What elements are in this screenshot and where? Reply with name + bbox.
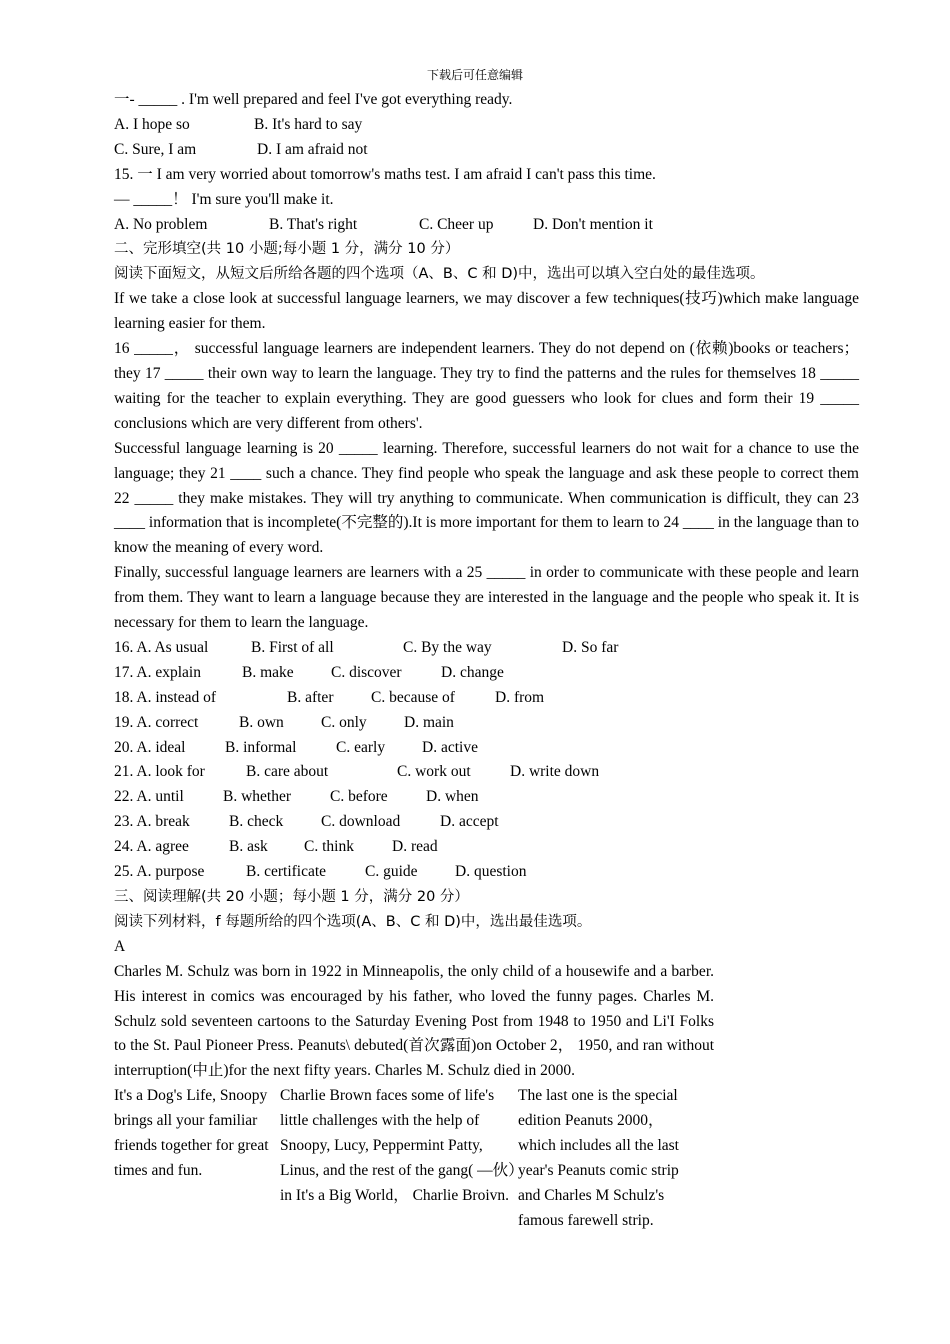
section-3-instruction: 阅读下列材料，f 每题所给的四个选项(A、B、C 和 D)中，选出最佳选项。 bbox=[114, 913, 592, 930]
option-d: D. read bbox=[392, 838, 438, 856]
option-a: 16. A. As usual bbox=[114, 638, 209, 656]
option-a: 25. A. purpose bbox=[114, 863, 205, 881]
option-d: D. change bbox=[441, 663, 504, 681]
cloze-options-16 bbox=[114, 636, 859, 661]
question-15-stem: 15. 一 I am very worried about tomorrow's maths test. I am afraid I can't pass this time. bbox=[114, 165, 656, 183]
option-a: A. I hope so bbox=[114, 115, 190, 133]
option-c: C. early bbox=[336, 738, 386, 756]
option-d: D. accept bbox=[440, 813, 499, 831]
option-b: B. make bbox=[242, 663, 294, 681]
book-description-3: The last one is the special edition Peanuts 2000，which includes all the last year's Peanuts comic strip and Charles M Schulz's famous farewell strip. bbox=[518, 1087, 679, 1229]
cloze-paragraph-1: If we take a close look at successful language learners, we may discover a few techniques(技巧)which make language learning easier for them. bbox=[114, 290, 859, 333]
option-c: C. Sure, I am bbox=[114, 140, 197, 158]
passage-a-bio: Charles M. Schulz was born in 1922 in Minneapolis, the only child of a housewife and a barber. His interest in comics was encouraged by his father, who loved the funny pages. Charles M. Schulz sold seventeen cartoons to the Saturday Evening Post from 1948 to 1950 and Li'I Folks to the St. Paul Pioneer Press. Peanuts\ debuted(首次露面)on October 2， 1950, and ran without interruption(中止)for the next fifty years. Charles M. Schulz died in 2000. bbox=[114, 962, 714, 1080]
option-b: B. ask bbox=[229, 838, 268, 856]
option-c: C. download bbox=[321, 813, 401, 831]
option-c: C. think bbox=[304, 838, 354, 856]
option-d: D. I am afraid not bbox=[257, 140, 368, 158]
cloze-options-23 bbox=[114, 810, 859, 835]
cloze-options-25 bbox=[114, 860, 859, 885]
question-15-options bbox=[114, 213, 859, 238]
option-a: 23. A. break bbox=[114, 813, 190, 831]
option-b: B. after bbox=[287, 688, 334, 706]
cloze-options-24 bbox=[114, 835, 859, 860]
option-d: D. from bbox=[495, 688, 545, 706]
option-b: B. certificate bbox=[246, 863, 327, 881]
passage-a-columns bbox=[114, 1084, 859, 1233]
option-d: D. write down bbox=[510, 763, 600, 781]
option-c: C. discover bbox=[331, 663, 402, 681]
option-d: D. main bbox=[404, 713, 454, 731]
option-c: C. because of bbox=[371, 688, 455, 706]
option-b: B. own bbox=[239, 713, 284, 731]
option-a: 22. A. until bbox=[114, 788, 184, 806]
section-3-title: 三、阅读理解(共 20 小题；每小题 1 分，满分 20 分） bbox=[114, 889, 469, 905]
question-14-options-row-1 bbox=[114, 113, 859, 138]
cloze-options-21 bbox=[114, 760, 859, 785]
option-d: D. question bbox=[455, 863, 527, 881]
option-c: C. only bbox=[321, 713, 367, 731]
cloze-paragraph-4: Finally, successful language learners are learners with a 25 _____ in order to communicate with these people and learn from them. They want to learn a language because they are interested in the language and the people who speak it. It is necessary for them to learn the language. bbox=[114, 564, 859, 632]
option-b: B. care about bbox=[246, 763, 329, 781]
option-b: B. That's right bbox=[269, 215, 358, 233]
section-2-instruction: 阅读下面短文，从短文后所给各题的四个选项（A、B、C 和 D)中，选出可以填入空白处的最佳选项。 bbox=[114, 266, 765, 283]
cloze-paragraph-3: Successful language learning is 20 _____ learning. Therefore, successful learners do not wait for a chance to use the language; they 21 ____ such a chance. They find people who speak the language and ask these people to correct them 22 _____ they make mistakes. They will try anything to communicate. When communication is difficult, they can 23 ____ information that is incomplete(不完整的).It is more important for them to learn to 24 ____ in the language than to know the meaning of every word. bbox=[114, 439, 859, 557]
option-a: 21. A. look for bbox=[114, 763, 205, 781]
option-a: 19. A. correct bbox=[114, 713, 199, 731]
option-b: B. First of all bbox=[251, 638, 334, 656]
cloze-options-19 bbox=[114, 711, 859, 736]
cloze-paragraph-2: 16 _____， successful language learners are independent learners. They do not depend on (依赖)books or teachers；they 17 _____ their own way to learn the language. They try to find the patterns and the rules for themselves 18 _____ waiting for the teacher to explain everything. They are good guessers who look for clues and form their 19 _____ conclusions which are very different from others'. bbox=[114, 340, 859, 432]
section-2-title: 二、完形填空(共 10 小题;每小题 1 分，满分 10 分） bbox=[114, 241, 460, 258]
option-a: 18. A. instead of bbox=[114, 688, 217, 706]
option-b: B. check bbox=[229, 813, 284, 831]
option-b: B. informal bbox=[225, 738, 297, 756]
option-c: C. By the way bbox=[403, 638, 492, 656]
cloze-options-20 bbox=[114, 736, 859, 761]
option-a: 24. A. agree bbox=[114, 838, 189, 856]
option-a: 20. A. ideal bbox=[114, 738, 186, 756]
cloze-options-17 bbox=[114, 661, 859, 686]
question-14-options-row-2 bbox=[114, 138, 859, 163]
cloze-options-18 bbox=[114, 686, 859, 711]
option-c: C. before bbox=[330, 788, 388, 806]
option-d: D. So far bbox=[562, 638, 619, 656]
option-b: B. It's hard to say bbox=[254, 115, 363, 133]
book-description-2: Charlie Brown faces some of life's little challenges with the help of Snoopy, Lucy, Peppermint Patty, Linus, and the rest of the gang( —伙）in It's a Big World， Charlie Broivn. bbox=[280, 1087, 516, 1204]
option-a: A. No problem bbox=[114, 215, 208, 233]
option-d: D. when bbox=[426, 788, 479, 806]
document-body bbox=[114, 88, 859, 1234]
question-14-stem: 一- _____ . I'm well prepared and feel I've got everything ready. bbox=[114, 91, 513, 108]
option-d: D. active bbox=[422, 738, 478, 756]
option-c: C. work out bbox=[397, 763, 471, 781]
cloze-options-22 bbox=[114, 785, 859, 810]
option-b: B. whether bbox=[223, 788, 292, 806]
option-c: C. Cheer up bbox=[419, 215, 494, 233]
passage-label: A bbox=[114, 937, 126, 955]
option-d: D. Don't mention it bbox=[533, 215, 653, 233]
page-header-note: 下载后可任意编辑 bbox=[426, 68, 523, 82]
book-description-1: It's a Dog's Life, Snoopy brings all your familiar friends together for great times and fun. bbox=[114, 1087, 269, 1179]
question-15-reply: — _____！ I'm sure you'll make it. bbox=[114, 190, 334, 208]
option-c: C. guide bbox=[365, 863, 418, 881]
option-a: 17. A. explain bbox=[114, 663, 201, 681]
